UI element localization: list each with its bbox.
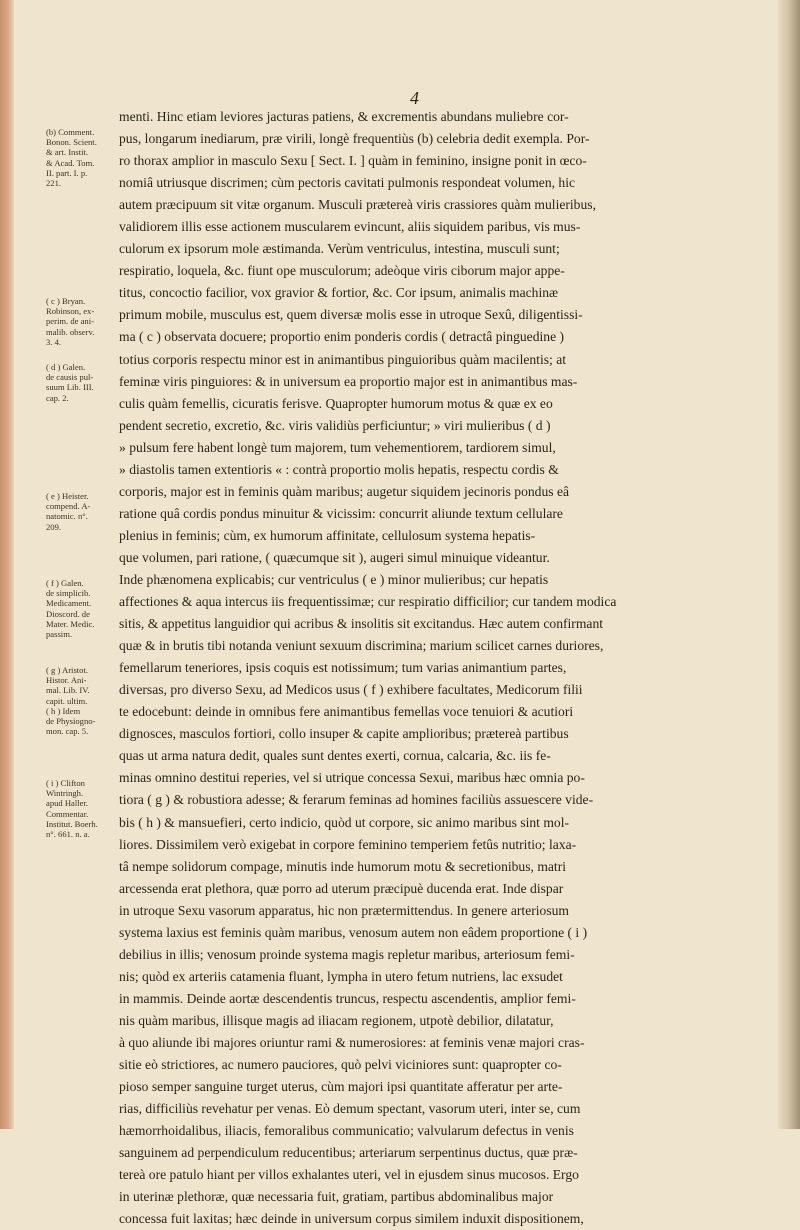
text-line: tereà ore patulo hiant per villos exhalantes uteri, vel in ejusdem sinus mucosos. Ergo — [119, 1167, 579, 1183]
text-line: culorum ex ipsorum mole æstimanda. Verùm ventriculus, intestina, musculi sunt; — [119, 241, 560, 257]
margin-note-line: mon. cap. 5. — [46, 726, 89, 737]
text-line: quas ut arma natura dedit, quales sunt dentes exerti, cornua, calcaria, &c. iis fe- — [119, 748, 551, 764]
margin-note-line: mal. Lib. IV. — [46, 685, 90, 696]
page-right-edge — [778, 0, 800, 1129]
text-line: » pulsum fere habent longè tum majorem, tum vehementiorem, tardiorem simul, — [119, 439, 556, 455]
text-line: sanguinem ad perpendiculum reducentibus; arteriarum serpentinus ductus, quæ præ- — [119, 1145, 578, 1161]
margin-note-line: passim. — [46, 629, 73, 640]
text-line: Inde phænomena explicabis; cur ventriculus ( e ) minor mulieribus; cur hepatis — [119, 571, 549, 587]
text-line: hæmorrhoidalibus, iliacis, femoralibus communicatio; valvularum defectus in venis — [119, 1123, 574, 1139]
margin-note-line: cap. 2. — [46, 392, 69, 403]
text-line: à quo aliunde ibi majores oriuntur rami & numerosiores: at feminis venæ majori cras- — [119, 1034, 585, 1050]
text-line: nis quàm maribus, illisque magis ad iliacam regionem, utpotè debilior, dilatatur, — [119, 1012, 554, 1028]
text-line: feminæ viris pinguiores: & in universum ea proportio major est in animantibus mas- — [119, 373, 578, 389]
text-line: validiorem illis esse actionem muscularem evincunt, aliis siquidem paribus, vis mus- — [119, 219, 581, 235]
margin-note-line: capit. ultim. — [46, 695, 88, 706]
margin-note-line: Histor. Ani- — [46, 675, 87, 686]
text-line: dignosces, masculos fortiori, collo insuper & capite amplioribus; prætereà partibus — [119, 726, 569, 742]
text-line: ratione quâ cordis pondus minuitur & vicissim: concurrit aliunde textum cellulare — [119, 505, 563, 521]
text-line: bis ( h ) & mansuefieri, certo indicio, quòd ut corpore, sic animo maribus sint mol- — [119, 814, 570, 830]
text-line: corporis, major est in feminis quàm maribus; augetur siquidem jecinoris pondus eâ — [119, 483, 570, 499]
text-line: femellarum teneriores, ipsis coquis est notissimum; tum varias animantium partes, — [119, 660, 567, 676]
margin-note-line: natomic. n°. — [46, 511, 88, 522]
margin-note-line: & Acad. Tom. — [46, 157, 95, 168]
margin-note-b — [46, 127, 120, 188]
margin-note-line: perim. de ani- — [46, 316, 94, 327]
margin-note-line: Medicament. — [46, 598, 92, 609]
margin-note-line: & art. Instit. — [46, 147, 89, 158]
text-line: affectiones & aqua intercus iis frequentissimæ; cur respiratio difficilior; cur tandem modica — [119, 594, 617, 610]
text-line: culis quàm femellis, cicuratis ferisve. Quapropter humorum motus & quæ ex eo — [119, 395, 553, 411]
page-number: 4 — [410, 88, 419, 108]
page-left-edge — [0, 0, 14, 1129]
margin-note-line: ( d ) Galen. — [46, 362, 86, 372]
margin-note-line: (b) Comment. — [46, 127, 95, 137]
text-line: ro thorax amplior in masculo Sexu [ Sect. I. ] quàm in feminino, insigne ponit in œco- — [119, 153, 587, 169]
margin-note-line: 3. 4. — [46, 336, 62, 347]
margin-note-line: ( f ) Galen. — [46, 578, 84, 588]
margin-note-f — [46, 578, 120, 639]
text-line: totius corporis respectu minor est in animantibus pinguioribus quàm macilentis; at — [119, 351, 567, 367]
text-line: nomiâ utriusque discrimen; cùm pectoris cavitati pulmonis respondeat volumen, hic — [119, 175, 576, 191]
margin-note-line: 221. — [46, 178, 62, 189]
margin-note-line: Dioscord. de — [46, 608, 90, 619]
margin-note-line: Mater. Medic. — [46, 618, 95, 629]
text-line: » diastolis tamen extentioris « : contrà proportio molis hepatis, respectu cordis & — [119, 461, 559, 477]
margin-note-line: Bonon. Scient. — [46, 137, 97, 148]
margin-note-line: compend. A- — [46, 501, 91, 512]
text-line: quæ & in brutis tibi notanda veniunt sexuum discrimina; marium scilicet carnes duriores, — [119, 638, 604, 654]
text-line: tiora ( g ) & robustiora adesse; & ferarum feminas ad homines faciliùs assuescere vide- — [119, 792, 594, 808]
margin-note-line: de Physiogno- — [46, 716, 96, 727]
margin-note-line: ( g ) Aristot. — [46, 665, 89, 675]
text-line: minas omnino destitui reperies, vel si utrique concessa Sexui, maribus hæc omnia po- — [119, 770, 585, 786]
text-line: in mammis. Deinde aortæ descendentis truncus, respectu ascendentis, amplior femi- — [119, 990, 576, 1006]
margin-note-line: apud Haller. — [46, 798, 88, 809]
text-line: in uterinæ plethoræ, quæ necessaria fuit, gratiam, partibus abdominalibus major — [119, 1189, 554, 1205]
margin-note-line: ( h ) Idem — [46, 705, 81, 716]
margin-note-line: ( c ) Bryan. — [46, 296, 86, 306]
text-line: debilius in illis; venosum proinde systema magis repletur maribus, arteriosum femi- — [119, 946, 575, 962]
margin-note-line: de causis pul- — [46, 372, 94, 383]
text-line: que volumen, pari ratione, ( quæcumque sit ), augeri simul minuique videantur. — [119, 549, 550, 565]
text-line: pendent secretio, excretio, &c. viris validiùs perficiuntur; » viri mulieribus ( d ) — [119, 417, 551, 433]
text-line: pus, longarum inediarum, præ virili, longè frequentiùs (b) celebria dedit exempla. Por- — [119, 131, 590, 147]
margin-note-line: ( i ) Clifton — [46, 778, 85, 788]
text-line: primum mobile, musculus est, quem diversæ molis esse in utroque Sexû, diligentissi- — [119, 307, 583, 323]
margin-note-line: de simplicib. — [46, 588, 91, 599]
text-line: sitie eò strictiores, ac numero pauciores, quò pelvi viciniores sunt: quapropter co- — [119, 1057, 562, 1073]
text-line: systema laxius est feminis quàm maribus, venosum autem non eâdem proportione ( i ) — [119, 924, 588, 940]
main-text-block — [119, 106, 715, 1230]
text-line: pioso semper sanguine turget uterus, cùm majori ipsi quantitate afferatur per arte- — [119, 1079, 563, 1095]
margin-note-g-h — [46, 665, 120, 736]
text-line: liores. Dissimilem verò exigebat in corpore feminino temperiem fetûs nutritio; laxa- — [119, 836, 577, 852]
margin-note-d — [46, 362, 120, 403]
text-line: menti. Hinc etiam leviores jacturas patiens, & excrementis abundans muliebre cor- — [119, 109, 569, 124]
margin-note-line: Wintringh. — [46, 788, 84, 799]
text-line: nis; quòd ex arteriis catamenia fluant, lympha in utero fetum nutriens, lac exsudet — [119, 968, 563, 984]
text-line: diversas, pro diverso Sexu, ad Medicos usus ( f ) exhibere facultates, Medicorum filii — [119, 682, 583, 698]
text-line: tâ nempe solidorum compage, minutis inde humorum motu & secretionibus, matri — [119, 858, 567, 874]
text-line: sitis, & appetitus languidior qui acribus & insolitis sit excitandus. Hæc autem confirmant — [119, 616, 604, 632]
margin-note-i — [46, 778, 120, 839]
text-line: in utroque Sexu vasorum apparatus, hic non prætermittendus. In genere arteriosum — [119, 902, 569, 918]
text-line: arcessenda erat plethora, quæ porro ad uterum præcipuè ducenda erat. Inde dispar — [119, 880, 564, 896]
margin-note-line: II. part. I. p. — [46, 167, 88, 178]
text-line: titus, concoctio facilior, vox gravior & fortior, &c. Cor ipsum, animalis machinæ — [119, 285, 559, 301]
margin-note-line: malib. observ. — [46, 326, 95, 337]
text-line: ma ( c ) observata docuere; proportio enim ponderis cordis ( detractâ pinguedine ) — [119, 329, 565, 345]
margin-note-c — [46, 296, 120, 347]
text-line: respiratio, loquela, &c. fiunt ope musculorum; adeòque viris ciborum major appe- — [119, 263, 565, 279]
text-line: te edocebunt: deinde in omnibus fere animantibus femellas voce tenuiori & acutiori — [119, 704, 574, 720]
margin-note-line: Institut. Boerh. — [46, 818, 98, 829]
margin-note-line: 209. — [46, 521, 62, 532]
margin-note-e — [46, 491, 120, 532]
text-line: rias, difficiliùs revehatur per venas. Eò demum spectant, vasorum uteri, inter se, cum — [119, 1101, 581, 1117]
text-line: autem præcipuum sit vitæ organum. Musculi prætereà viris crassiores quàm mulieribus, — [119, 197, 596, 213]
text-line: concessa fuit laxitas; hæc deinde in universum corpus similem induxit dispositionem, — [119, 1211, 584, 1227]
margin-note-line: ( e ) Heister. — [46, 491, 89, 501]
text-line: plenius in feminis; cùm, ex humorum affinitate, cellulosum systema hepatis- — [119, 527, 536, 543]
margin-note-line: Commentar. — [46, 808, 89, 819]
margin-note-line: n°. 661. n. a. — [46, 829, 90, 840]
margin-note-line: Robinson, ex- — [46, 306, 95, 317]
margin-note-line: suum Lib. III. — [46, 382, 94, 393]
